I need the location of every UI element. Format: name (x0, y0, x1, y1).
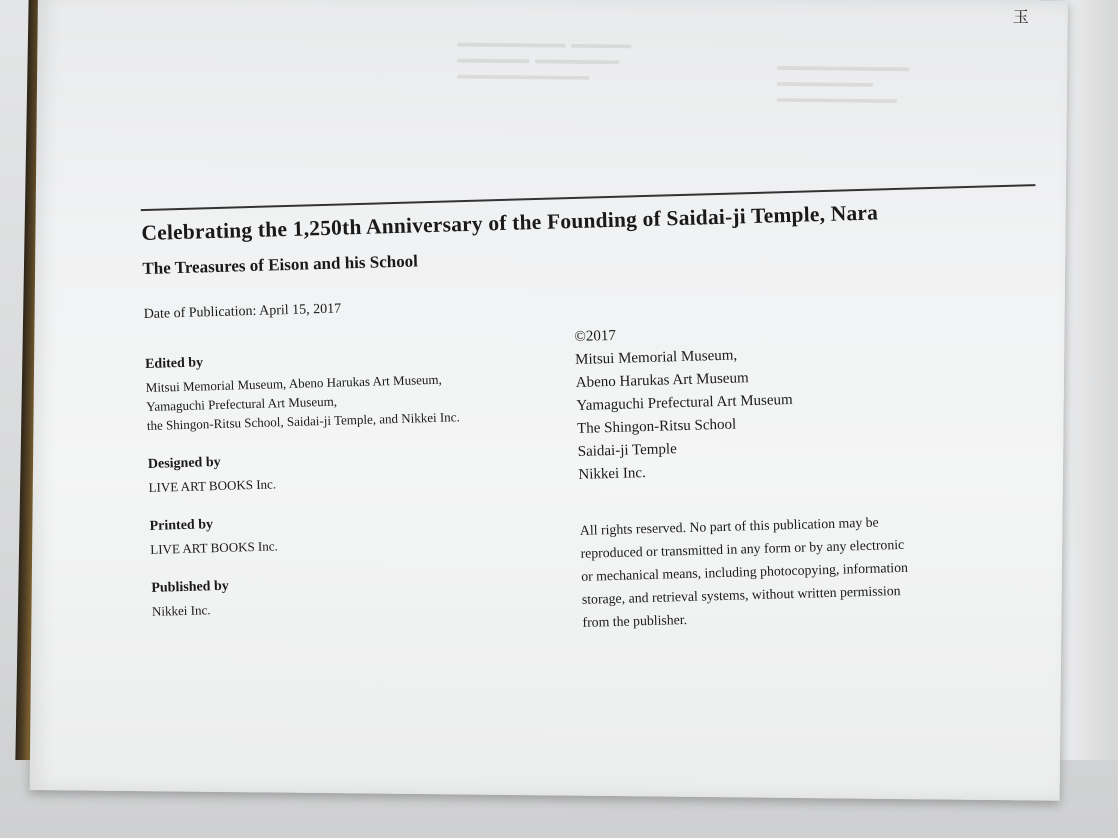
edited-by-line: the Shingon-Ritsu School, Saidai-ji Temple, and Nikkei Inc. (146, 409, 460, 433)
printed-by-value: LIVE ART BOOKS Inc. (150, 538, 278, 557)
rights-line: storage, and retrieval systems, without written permission (581, 583, 901, 607)
rights-line: reproduced or transmitted in any form or by any electronic (580, 536, 905, 561)
designed-by-label: Designed by (147, 454, 221, 472)
printed-by-block (149, 507, 570, 559)
credits-column (145, 345, 573, 635)
copyright-holder: The Shingon-Ritsu School (576, 416, 737, 437)
published-by-value: Nikkei Inc. (151, 602, 211, 619)
colophon-title: Celebrating the 1,250th Anniversary of the Founding of Saidai-ji Temple, Nara (141, 200, 879, 246)
copyright-holder: Abeno Harukas Art Museum (575, 370, 749, 391)
designed-by-value: LIVE ART BOOKS Inc. (148, 476, 277, 495)
rights-statement (580, 506, 1043, 634)
published-by-block (151, 569, 572, 621)
book-page (30, 0, 1068, 801)
edited-by-line: Mitsui Memorial Museum, Abeno Harukas Art Museum, (145, 371, 442, 395)
colophon (140, 156, 1054, 701)
printed-by-label: Printed by (149, 517, 214, 534)
copyright-year: ©2017 (574, 327, 617, 346)
copyright-holder: Saidai-ji Temple (577, 441, 678, 460)
rights-line: or mechanical means, including photocopying, information (581, 559, 909, 584)
published-by-label: Published by (151, 578, 229, 596)
colophon-subtitle: The Treasures of Eison and his School (142, 251, 419, 279)
copyright-column (574, 313, 1042, 634)
edited-by-block (145, 345, 567, 435)
copyright-holder: Mitsui Memorial Museum, (574, 347, 738, 368)
title-rule (141, 184, 1036, 210)
publication-date: Date of Publication: April 15, 2017 (143, 301, 342, 323)
page-corner-mark: 玉 (1012, 9, 1029, 27)
edited-by-line: Yamaguchi Prefectural Art Museum, (146, 393, 338, 414)
show-through-text: ▬▬▬▬▬▬▬▬▬ ▬▬▬▬▬ ▬▬▬▬▬▬ ▬▬▬▬▬▬▬ ▬▬▬▬▬▬▬▬▬▬▬ (457, 35, 632, 83)
show-through-text-2: ▬▬▬▬▬▬▬▬▬▬▬ ▬▬▬▬▬▬▬▬ ▬▬▬▬▬▬▬▬▬▬ (776, 58, 910, 106)
edited-by-label: Edited by (144, 355, 204, 373)
designed-by-block (148, 445, 569, 497)
rights-line: from the publisher. (582, 611, 688, 630)
copyright-holder: Nikkei Inc. (578, 465, 647, 483)
rights-line: All rights reserved. No part of this publication may be (579, 514, 879, 538)
copyright-holder: Yamaguchi Prefectural Art Museum (576, 391, 793, 414)
